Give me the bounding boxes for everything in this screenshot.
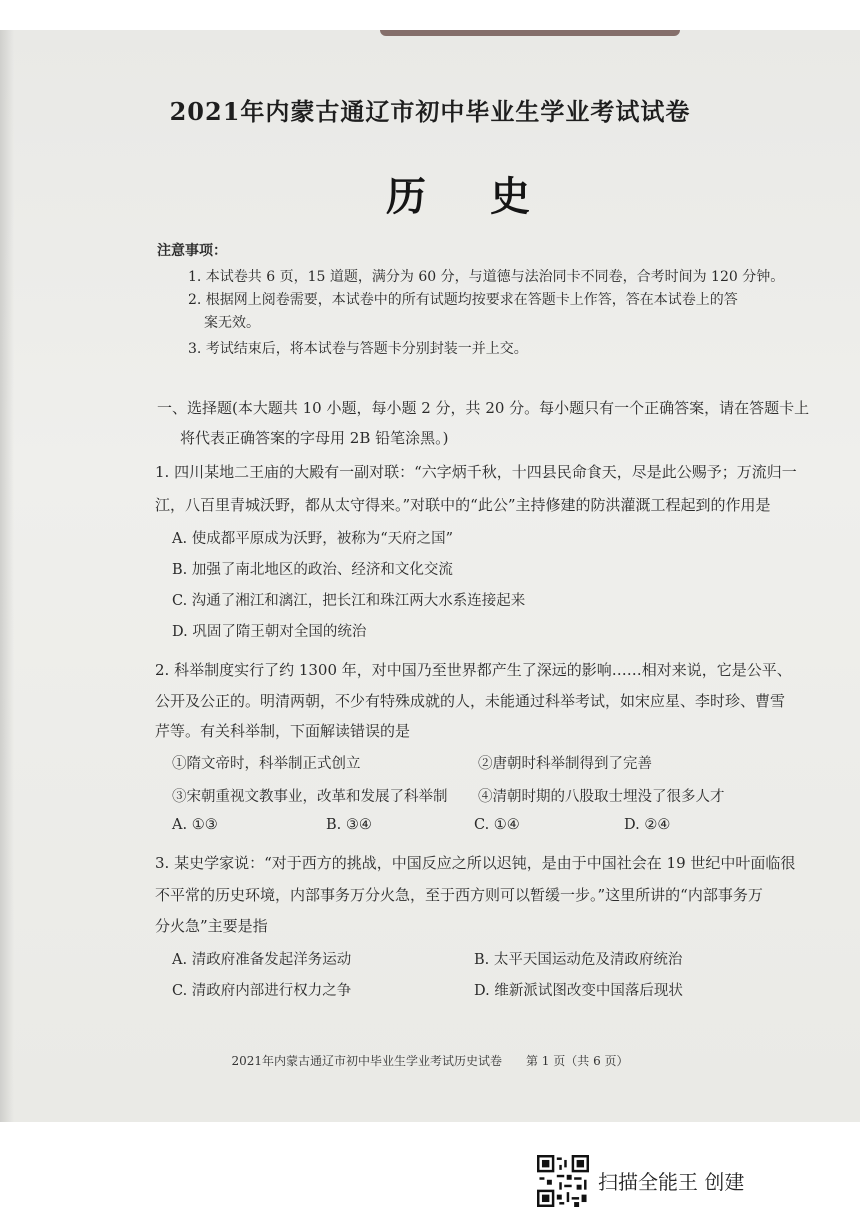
page-footer: 2021年内蒙古通辽市初中毕业生学业考试历史试卷 第 1 页（共 6 页） xyxy=(231,1054,629,1068)
q2-statement-3: ③宋朝重视文教事业，改革和发展了科举制 xyxy=(172,789,448,805)
q2-statement-2: ②唐朝时科举制得到了完善 xyxy=(478,756,652,772)
q3-stem: 分火急”主要是指 xyxy=(155,917,268,935)
q2-statement-1: ①隋文帝时，科举制正式创立 xyxy=(172,756,361,772)
notice-item: 2. 根据网上阅卷需要，本试卷中的所有试题均按要求在答题卡上作答，答在本试卷上的答 xyxy=(188,292,738,308)
subject-title: 历史 xyxy=(386,173,594,220)
section-heading-cont: 将代表正确答案的字母用 2B 铅笔涂黑。) xyxy=(180,429,449,447)
section-heading: 一、选择题(本大题共 10 小题，每小题 2 分，共 20 分。每小题只有一个正确答案，请在答题卡上 xyxy=(157,399,810,417)
q1-option-a: A. 使成都平原成为沃野，被称为“天府之国” xyxy=(172,531,454,547)
q2-option-c: C. ①④ xyxy=(474,817,520,833)
q2-stem: 芹等。有关科举制，下面解读错误的是 xyxy=(155,722,411,740)
q3-option-a: A. 清政府准备发起洋务运动 xyxy=(172,952,352,968)
notice-item: 3. 考试结束后，将本试卷与答题卡分别封装一并上交。 xyxy=(188,341,528,357)
q1-stem: 1. 四川某地二王庙的大殿有一副对联：“六字炳千秋，十四县民命食天，尽是此公赐予；万流归一 xyxy=(155,463,797,481)
q2-option-d: D. ②④ xyxy=(624,817,671,833)
q3-option-c: C. 清政府内部进行权力之争 xyxy=(172,983,352,999)
exam-title: 2021年内蒙古通辽市初中毕业生学业考试试卷 xyxy=(169,97,691,126)
q2-option-a: A. ①③ xyxy=(172,817,218,833)
qr-code-icon xyxy=(537,1155,589,1207)
q1-option-d: D. 巩固了隋王朝对全国的统治 xyxy=(172,624,367,640)
q2-statement-4: ④清朝时期的八股取士埋没了很多人才 xyxy=(478,789,725,805)
scan-shadow xyxy=(380,30,680,36)
notice-heading: 注意事项： xyxy=(157,243,227,259)
q3-option-b: B. 太平天国运动危及清政府统治 xyxy=(474,952,683,968)
q2-option-b: B. ③④ xyxy=(326,817,372,833)
q1-option-b: B. 加强了南北地区的政治、经济和文化交流 xyxy=(172,562,453,578)
q2-stem: 2. 科举制度实行了约 1300 年，对中国乃至世界都产生了深远的影响……相对来说，它是公平、 xyxy=(155,661,792,679)
q1-stem: 江，八百里青城沃野，都从太守得来。”对联中的“此公”主持修建的防洪灌溉工程起到的作用是 xyxy=(155,496,771,514)
q3-stem: 不平常的历史环境，内部事务万分火急，至于西方则可以暂缓一步。”这里所讲的“内部事务万 xyxy=(155,886,763,904)
scanner-watermark: 扫描全能王 创建 xyxy=(598,1170,745,1194)
notice-item: 1. 本试卷共 6 页，15 道题，满分为 60 分，与道德与法治同卡不同卷，合考时间为 120 分钟。 xyxy=(188,269,785,285)
q3-option-d: D. 维新派试图改变中国落后现状 xyxy=(474,983,683,999)
q1-option-c: C. 沟通了湘江和漓江，把长江和珠江两大水系连接起来 xyxy=(172,593,526,609)
q3-stem: 3. 某史学家说：“对于西方的挑战，中国反应之所以迟钝，是由于中国社会在 19 世纪中叶面临很 xyxy=(155,854,796,872)
notice-item: 案无效。 xyxy=(204,315,260,331)
q2-stem: 公开及公正的。明清两朝，不少有特殊成就的人，未能通过科举考试，如宋应星、李时珍、曹雪 xyxy=(155,692,786,710)
